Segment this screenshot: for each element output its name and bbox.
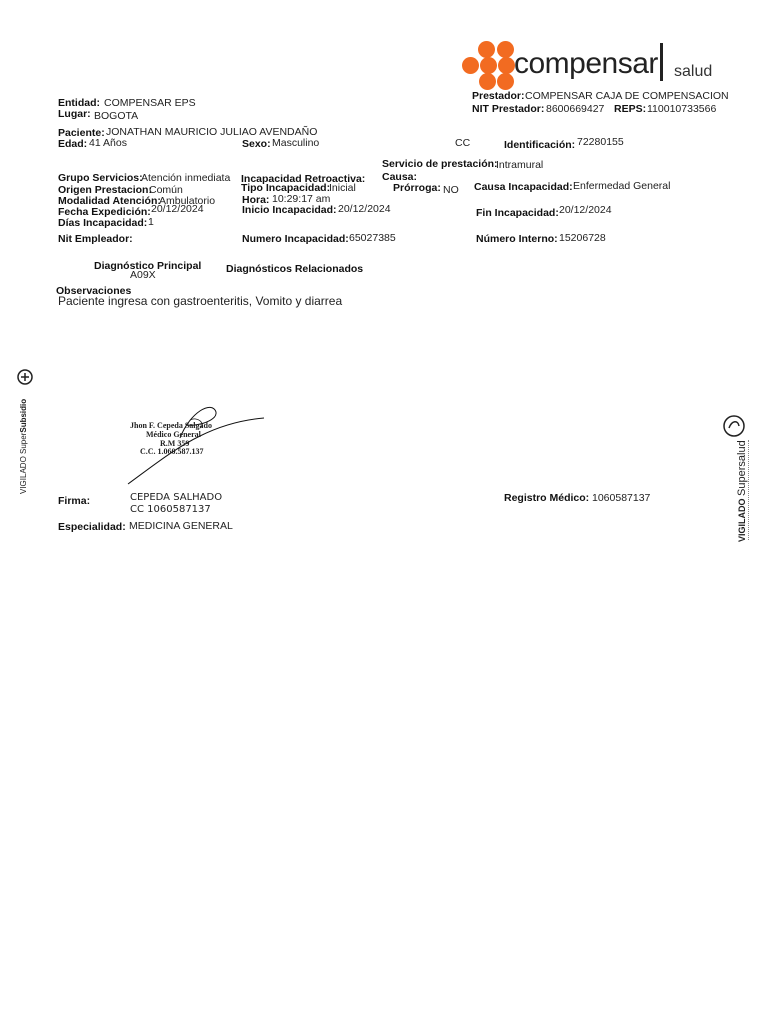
prorroga-label: Prórroga: <box>393 182 441 194</box>
dias-label: Días Incapacidad: <box>58 217 148 229</box>
supersubsidio-text-b: Subsidio <box>19 398 28 433</box>
supersubsidio-seal-icon <box>16 368 34 386</box>
logo-dot <box>480 57 497 74</box>
modalidad-value: Ambulatorio <box>159 195 216 207</box>
firma-cc: CC 1060587137 <box>130 504 211 515</box>
paciente-label: Paciente: <box>58 127 105 139</box>
supersalud-text <box>736 440 748 542</box>
supersubsidio-text <box>19 399 28 494</box>
origen-label: Origen Prestacion: <box>58 184 152 196</box>
especialidad-label: Especialidad: <box>58 521 126 533</box>
fin-label: Fin Incapacidad: <box>476 207 559 219</box>
modalidad-label: Modalidad Atención: <box>58 195 161 207</box>
stamp-line4: C.C. 1.060.587.137 <box>140 447 204 456</box>
grupo-label: Grupo Servicios: <box>58 172 143 184</box>
registro-medico-label: Registro Médico: <box>504 492 590 504</box>
tipo-value: Inicial <box>329 182 356 194</box>
logo-divider <box>660 43 663 81</box>
especialidad-value: MEDICINA GENERAL <box>129 520 233 532</box>
nit-prestador-label: NIT Prestador: <box>472 103 545 115</box>
reps-value: 110010733566 <box>647 103 717 115</box>
logo-dot <box>462 57 479 74</box>
causa-label: Causa: <box>382 171 418 183</box>
inicio-label: Inicio Incapacidad: <box>242 204 337 216</box>
numero-incap-label: Numero Incapacidad: <box>242 233 349 245</box>
edad-value: 41 Años <box>89 137 127 149</box>
numero-incap-value: 65027385 <box>349 232 396 244</box>
reps-label: REPS: <box>614 103 647 115</box>
prorroga-value: NO <box>443 184 459 196</box>
supersalud-fineprint <box>748 440 753 540</box>
inicio-value: 20/12/2024 <box>338 203 391 215</box>
logo-dot <box>497 41 514 58</box>
entidad-label: Entidad: <box>58 97 100 109</box>
grupo-value: Atención inmediata <box>141 172 231 184</box>
supersalud-text-b: Supersalud <box>736 440 748 496</box>
signature-stamp <box>120 398 266 498</box>
hora-value: 10:29:17 am <box>272 193 331 205</box>
stamp-line1: Jhon F. Cepeda Salgado <box>130 421 212 430</box>
origen-value: Común <box>149 184 183 196</box>
fin-value: 20/12/2024 <box>559 204 612 216</box>
lugar-label: Lugar: <box>58 108 91 120</box>
identificacion-label: Identificación: <box>504 139 576 151</box>
logo-salud: salud <box>674 63 713 80</box>
prestador-value: COMPENSAR CAJA DE COMPENSACION <box>525 90 729 102</box>
edad-label: Edad: <box>58 138 88 150</box>
nit-empleador-label: Nit Empleador: <box>58 233 133 245</box>
logo-dot <box>497 73 514 90</box>
numero-interno-value: 15206728 <box>559 232 606 244</box>
incap-retro-label: Incapacidad Retroactiva: <box>241 173 366 185</box>
fecha-exp-value: 20/12/2024 <box>151 203 204 215</box>
prestador-label: Prestador: <box>472 90 525 102</box>
logo-dot <box>498 57 515 74</box>
sexo-value: Masculino <box>272 137 320 149</box>
diagnostico-principal-value: A09X <box>130 269 156 281</box>
tipo-label: Tipo Incapacidad: <box>241 182 331 194</box>
stamp-line2: Médico General <box>146 430 201 439</box>
stamp-line3: R.M 359 <box>160 439 190 448</box>
doc-type: CC <box>455 137 471 149</box>
logo-wordmark: compensar <box>514 47 658 80</box>
paciente-value: JONATHAN MAURICIO JULIAO AVENDAÑO <box>106 126 318 138</box>
causa-incap-value: Enfermedad General <box>573 180 671 192</box>
servicio-label: Servicio de prestación: <box>382 158 498 170</box>
dias-value: 1 <box>148 216 154 228</box>
observaciones-label: Observaciones <box>56 285 132 297</box>
hora-label: Hora: <box>242 194 270 206</box>
identificacion-value: 72280155 <box>577 136 624 148</box>
logo-dot <box>479 73 496 90</box>
sexo-label: Sexo: <box>242 138 271 150</box>
logo-dot <box>478 41 495 58</box>
numero-interno-label: Número Interno: <box>476 233 558 245</box>
lugar-value: BOGOTA <box>94 110 139 122</box>
causa-incap-label: Causa Incapacidad: <box>474 181 573 193</box>
firma-label: Firma: <box>58 495 91 507</box>
supersalud-text-a: VIGILADO <box>737 498 747 542</box>
nit-prestador-value: 8600669427 <box>546 103 605 115</box>
observaciones-text: Paciente ingresa con gastroenteritis, Vomito y diarrea <box>58 294 343 308</box>
supersubsidio-text-a: VIGILADO Super <box>19 432 28 494</box>
fecha-exp-label: Fecha Expedición: <box>58 206 151 218</box>
diagnosticos-relacionados-label: Diagnósticos Relacionados <box>226 263 364 275</box>
servicio-value: Intramural <box>496 159 544 171</box>
supersalud-seal-icon <box>722 414 746 438</box>
registro-medico-value: 1060587137 <box>592 492 651 504</box>
entidad-value: COMPENSAR EPS <box>104 97 196 109</box>
firma-name: CEPEDA SALHADO <box>130 492 223 503</box>
diagnostico-principal-label: Diagnóstico Principal <box>94 260 202 272</box>
